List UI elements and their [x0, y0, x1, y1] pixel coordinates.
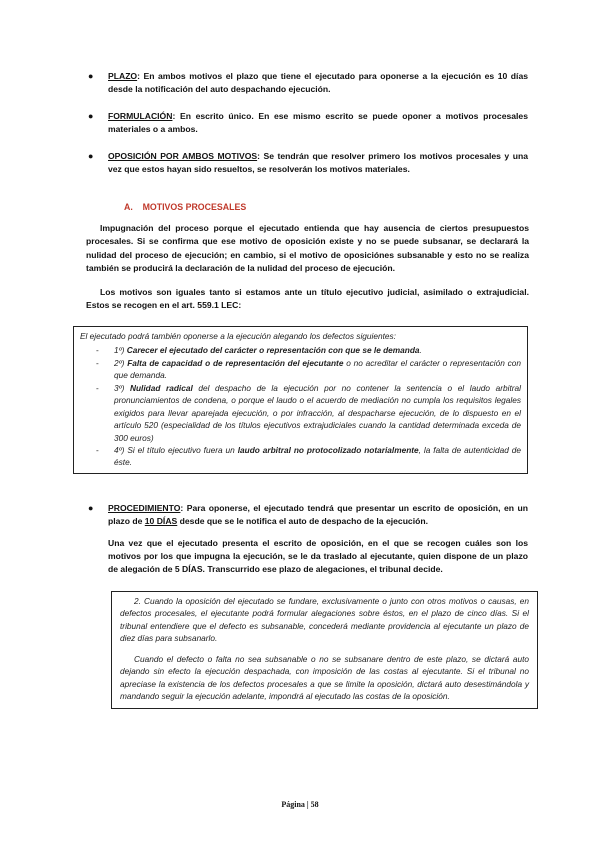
bullet-icon: ● — [88, 71, 94, 81]
quote-box-alegaciones — [111, 591, 538, 709]
bullet-label: FORMULACIÓN — [108, 111, 173, 121]
bullet-text: : Se tendrán que resolver primero los motivos procesales y una vez que estos hayan sido resueltos, se resolverán los motivos materiales. — [108, 151, 528, 175]
paragraph-impugnacion: Impugnación del proceso porque el ejecutado entienda que hay ausencia de ciertos presupuestos procesales. Si se confirma que ese motivo de oposición existe y no se puede subsanar, se declarará la nulidad del proceso de ejecución; en cambio, si el motivo de oposiciónes subsanable y esto no se realiza también se producirá la declaración de la nulidad del proceso de ejecución. — [86, 223, 529, 273]
quote-paragraph: Cuando el defecto o falta no sea subsanable o no se subsanare dentro de este plazo, se dictará auto dejando sin efecto la ejecución despachada, con imposición de las costas al ejecutante. Si el tribunal no apreciase la existencia de los defectos procesales a que se limite la oposición, dictará auto desestimándola y mandando seguir la ejecución adelante, impondrá al ejecutado las costas de la oposición. — [120, 653, 529, 702]
bullet-oposicion — [88, 150, 528, 177]
section-heading: A. MOTIVOS PROCESALES — [124, 202, 247, 212]
bullet-icon: ● — [88, 111, 94, 121]
list-item: - 1º) Carecer el ejecutado del carácter o representación con que se le demanda. — [96, 345, 422, 356]
bullet-label: OPOSICIÓN POR AMBOS MOTIVOS — [108, 151, 258, 161]
bullet-label: PLAZO — [108, 71, 138, 81]
bullet-procedimiento: ● PROCEDIMIENTO: Para oponerse, el ejecutado tendrá que presentar un escrito de oposición, en un plazo de 10 DÍAS desde que se le notifica el auto de despacho de la ejecución. Una vez que el ejecutado presenta el escrito de oposición, en el que se recogen cuáles son los motivos por los que impugna la ejecución, se le da traslado al ejecutante, quien dispone de un plazo de alegación de 5 DÍAS. Transcurrido ese plazo de alegaciones, el tribunal decide. — [88, 502, 528, 577]
plazo-highlight: 10 DÍAS — [144, 516, 178, 527]
bullet-text: : En escrito único. En ese mismo escrito se puede oponer a motivos procesales materiales o a ambos. — [108, 111, 528, 135]
list-item: - 3º) Nulidad radical del despacho de la ejecución por no contener la sentencia o el laudo arbitral pronunciamientos de condena, o porque el laudo o el acuerdo de mediación no cumpla los requisitos legales exigidos para llevar aparejada ejecución, o por infracción, al despacharse ejecución, de lo dispuesto en el artículo 520 (especialidad de los títulos ejecutivos extrajudiciales cuando la cantidad determinada exceda de 300 euros) — [96, 382, 521, 443]
page-number: Página | 58 — [281, 800, 319, 809]
quote-intro: El ejecutado podrá también oponerse a la ejecución alegando los defectos siguientes: — [80, 331, 396, 341]
procedimiento-follow: Una vez que el ejecutado presenta el escrito de oposición, en el que se recogen cuáles son los motivos por los que impugna la ejecución, se le da traslado al ejecutante, quien dispone de un plazo de alegación de 5 DÍAS. Transcurrido ese plazo de alegaciones, el tribunal decide. — [108, 537, 528, 575]
bullet-formulacion — [88, 110, 528, 137]
quote-box-art-559 — [73, 326, 528, 474]
defects-list — [80, 344, 521, 468]
list-item: - 2º) Falta de capacidad o de representación del ejecutante o no acreditar el carácter o representación con que demanda. — [96, 357, 522, 381]
bullet-text: : En ambos motivos el plazo que tiene el ejecutado para oponerse a la ejecución es 10 días desde la notificación del auto despachando ejecución. — [108, 71, 528, 95]
bullet-icon: ● — [88, 503, 94, 513]
list-item: - 4º) Si el título ejecutivo fuera un laudo arbitral no protocolizado notarialmente, la falta de autenticidad de éste. — [96, 444, 521, 468]
bullet-plazo — [88, 70, 528, 97]
bullet-label: PROCEDIMIENTO — [108, 503, 181, 513]
paragraph-motivos: Los motivos son iguales tanto si estamos ante un título ejecutivo judicial, asimilado o extrajudicial. Estos se recogen en el art. 559.1 LEC: — [86, 287, 529, 311]
bullet-icon: ● — [88, 151, 94, 161]
quote-paragraph: 2. Cuando la oposición del ejecutado se fundare, exclusivamente o junto con otros motivos o causas, en defectos procesales, el ejecutante podrá formular alegaciones sobre éstos, en el plazo de cinco días. Si el tribunal entendiere que el defecto es subsanable, concederá mediante providencia al ejecutante un plazo de diez días para subsanarlo. — [120, 596, 529, 644]
